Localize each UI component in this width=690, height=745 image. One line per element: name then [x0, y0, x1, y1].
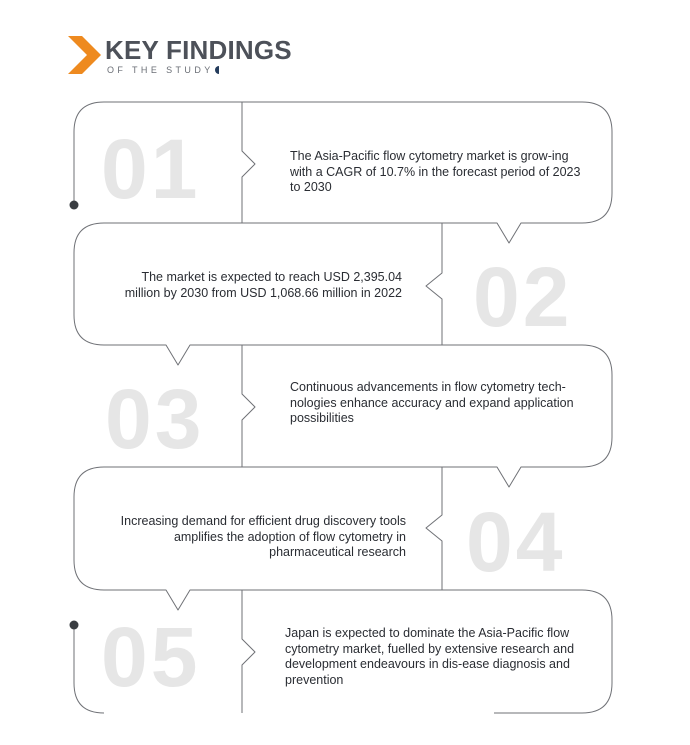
- finding-number-02: 02: [473, 250, 573, 344]
- finding-number-01: 01: [101, 122, 201, 216]
- flow-dot-top: [70, 201, 79, 210]
- finding-number-04: 04: [466, 495, 566, 589]
- finding-text-03: Continuous advancements in flow cytometry tech-nologies enhance accuracy and expand application possibilities: [290, 380, 574, 425]
- finding-text-01: The Asia-Pacific flow cytometry market is grow-ing with a CAGR of 10.7% in the forecast period of 2023 to 2030: [290, 149, 581, 194]
- page-title: KEY FINDINGS: [105, 35, 292, 65]
- divider-02: [426, 223, 442, 345]
- divider-05: [242, 590, 255, 713]
- finding-text-04: Increasing demand for efficient drug discovery tools amplifies the adoption of flow cytometry in pharmaceutical research: [120, 514, 406, 559]
- finding-text-05: Japan is expected to dominate the Asia-Pacific flow cytometry market, fuelled by extensive research and development endeavours in dis-ease diagnosis and prevention: [285, 626, 575, 687]
- divider-03: [242, 345, 255, 467]
- flow-dot-bottom: [70, 621, 79, 630]
- divider-01: [242, 102, 255, 223]
- finding-number-05: 05: [101, 610, 201, 704]
- divider-04: [426, 467, 442, 590]
- flow-start-stub: [74, 625, 104, 713]
- finding-text-02: The market is expected to reach USD 2,395.04 million by 2030 from USD 1,068.66 million in 2022: [124, 270, 402, 300]
- subtitle-text: OF THE STUDY: [107, 65, 214, 75]
- finding-number-03: 03: [105, 372, 205, 466]
